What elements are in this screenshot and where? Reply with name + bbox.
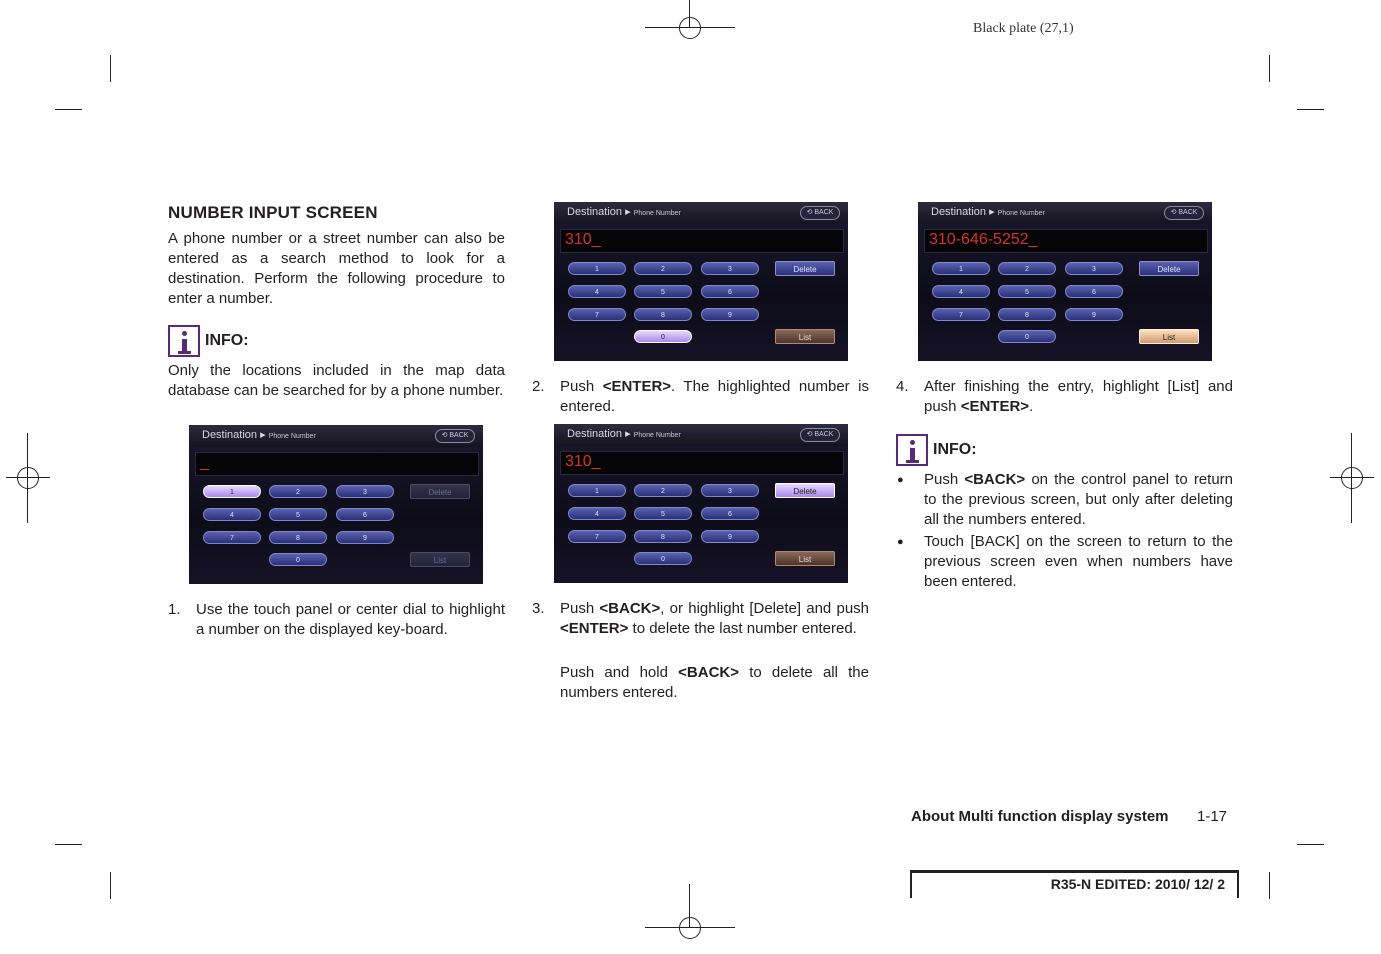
crop-mark: [1269, 55, 1270, 82]
step-3-text: Push <BACK>, or highlight [Delete] and push <ENTER> to delete the last number entered.: [560, 600, 870, 637]
section-heading: NUMBER INPUT SCREEN: [168, 203, 378, 222]
delete-button[interactable]: Delete: [775, 261, 835, 276]
key-5[interactable]: 5: [998, 285, 1056, 298]
step-3-hold-text: Push and hold <BACK> to delete all the numbers entered.: [560, 664, 869, 701]
info-bullet-1: Push <BACK> on the control panel to return to the previous screen, but only after deleting all the numbers entered.: [924, 471, 1234, 528]
key-3[interactable]: 3: [1065, 262, 1123, 275]
step-number: 4.: [896, 378, 909, 395]
screen-title: Destination ▸ Phone Number: [931, 206, 1045, 218]
list-button[interactable]: List: [410, 552, 470, 567]
key-3[interactable]: 3: [701, 262, 759, 275]
crop-mark: [110, 55, 111, 82]
key-9[interactable]: 9: [1065, 308, 1123, 321]
info-box-1: [168, 325, 249, 357]
step-number: 2.: [532, 378, 545, 395]
nav-screen-3: [554, 424, 848, 583]
key-0[interactable]: 0: [998, 330, 1056, 343]
list-button[interactable]: List: [1139, 329, 1199, 344]
info-box-2: [896, 434, 977, 466]
delete-button[interactable]: Delete: [410, 484, 470, 499]
key-8[interactable]: 8: [998, 308, 1056, 321]
crop-mark: [1297, 844, 1324, 845]
step-4-text: After finishing the entry, highlight [List] and push <ENTER>.: [924, 378, 1233, 415]
key-2[interactable]: 2: [998, 262, 1056, 275]
registration-mark-right: [1330, 433, 1374, 523]
key-1[interactable]: 1: [568, 262, 626, 275]
step-number: 1.: [168, 601, 181, 618]
bullet-icon: ●: [897, 474, 904, 486]
number-entry-field: 310_: [560, 451, 844, 475]
list-button[interactable]: List: [775, 329, 835, 344]
back-button[interactable]: ⟲ BACK: [800, 428, 840, 442]
key-0[interactable]: 0: [269, 553, 327, 566]
key-2[interactable]: 2: [634, 484, 692, 497]
key-8[interactable]: 8: [269, 531, 327, 544]
crop-mark: [110, 872, 111, 899]
key-4[interactable]: 4: [932, 285, 990, 298]
step-number: 3.: [532, 600, 545, 617]
crop-mark: [55, 844, 82, 845]
screen-title: Destination ▸ Phone Number: [567, 428, 681, 440]
number-entry-field: 310_: [560, 229, 844, 253]
key-9[interactable]: 9: [701, 308, 759, 321]
nav-screen-2: [554, 202, 848, 361]
key-6[interactable]: 6: [701, 285, 759, 298]
key-1[interactable]: 1: [932, 262, 990, 275]
key-0[interactable]: 0: [634, 330, 692, 343]
key-2[interactable]: 2: [269, 485, 327, 498]
list-button[interactable]: List: [775, 551, 835, 566]
key-9[interactable]: 9: [336, 531, 394, 544]
crop-mark: [1269, 872, 1270, 899]
key-7[interactable]: 7: [932, 308, 990, 321]
key-2[interactable]: 2: [634, 262, 692, 275]
key-3[interactable]: 3: [701, 484, 759, 497]
key-5[interactable]: 5: [269, 508, 327, 521]
page-number: 1-17: [1197, 808, 1228, 825]
info-icon: [896, 434, 928, 466]
step-1-text: Use the touch panel or center dial to highlight a number on the displayed key-board.: [196, 601, 505, 638]
back-button[interactable]: ⟲ BACK: [435, 429, 475, 443]
step-2-text: Push <ENTER>. The highlighted number is entered.: [560, 378, 870, 415]
back-button[interactable]: ⟲ BACK: [1164, 206, 1204, 220]
key-3[interactable]: 3: [336, 485, 394, 498]
delete-button[interactable]: Delete: [1139, 261, 1199, 276]
bullet-icon: ●: [897, 536, 904, 548]
key-6[interactable]: 6: [1065, 285, 1123, 298]
plate-label: Black plate (27,1): [973, 21, 1074, 36]
key-6[interactable]: 6: [336, 508, 394, 521]
screen-title: Destination ▸ Phone Number: [567, 206, 681, 218]
delete-button[interactable]: Delete: [775, 483, 835, 498]
edited-label: R35-N EDITED: 2010/ 12/ 2: [1050, 876, 1225, 892]
key-1[interactable]: 1: [203, 485, 261, 498]
info-icon: [168, 325, 200, 357]
key-6[interactable]: 6: [701, 507, 759, 520]
crop-mark: [1297, 109, 1324, 110]
key-5[interactable]: 5: [634, 507, 692, 520]
number-entry-field: _: [195, 452, 479, 476]
registration-mark-top: [645, 6, 735, 50]
number-entry-field: 310-646-5252_: [924, 229, 1208, 253]
screen-title: Destination ▸ Phone Number: [202, 429, 316, 441]
key-7[interactable]: 7: [568, 530, 626, 543]
crop-mark: [55, 109, 82, 110]
info-bullet-2: Touch [BACK] on the screen to return to the previous screen even when numbers have been entered.: [924, 533, 1233, 590]
nav-screen-1: [189, 425, 483, 584]
intro-paragraph: A phone number or a street number can also be entered as a search method to look for a destination. Perform the following procedure to enter a number.: [168, 230, 505, 307]
key-9[interactable]: 9: [701, 530, 759, 543]
key-7[interactable]: 7: [568, 308, 626, 321]
info-label: INFO:: [205, 332, 249, 349]
key-7[interactable]: 7: [203, 531, 261, 544]
registration-mark-bottom: [645, 906, 735, 950]
key-1[interactable]: 1: [568, 484, 626, 497]
key-4[interactable]: 4: [568, 285, 626, 298]
registration-mark-left: [6, 433, 50, 523]
key-4[interactable]: 4: [203, 508, 261, 521]
key-5[interactable]: 5: [634, 285, 692, 298]
key-8[interactable]: 8: [634, 530, 692, 543]
key-8[interactable]: 8: [634, 308, 692, 321]
nav-screen-4: [918, 202, 1212, 361]
edited-box: [910, 870, 1239, 898]
info-label: INFO:: [933, 441, 977, 458]
key-0[interactable]: 0: [634, 552, 692, 565]
back-button[interactable]: ⟲ BACK: [800, 206, 840, 220]
footer-section-title: About Multi function display system: [911, 808, 1169, 825]
key-4[interactable]: 4: [568, 507, 626, 520]
info-text-1: Only the locations included in the map data database can be searched for by a phone number.: [168, 362, 505, 399]
